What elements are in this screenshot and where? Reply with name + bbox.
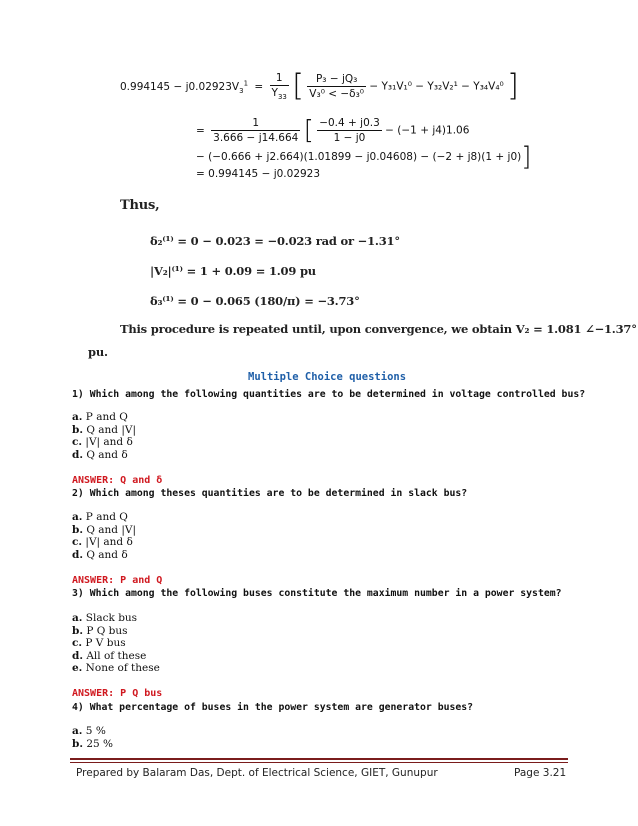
q4-option-a: a. 5 %	[72, 725, 106, 737]
equation-line-1: $0.994145 - j0.02923V_3^1$ = $\frac{1}{Y_{33}}$ [ $\frac{\text{P₃ − jQ₃}}{\text{V₃⁰ < −δ₃⁰}}$ − Y₃₁V₁⁰ − Y₃₂V₂¹ − Y₃₄V₄⁰ ]	[120, 68, 519, 104]
q3-option-c: c. P V bus	[72, 637, 126, 649]
q1-option-d: d. Q and δ	[72, 449, 128, 461]
q2-option-a: a. P and Q	[72, 511, 128, 523]
q3-answer: ANSWER: P Q bus	[72, 688, 163, 699]
q3-option-e: e. None of these	[72, 662, 160, 674]
q1-option-b: b. Q and |V|	[72, 424, 137, 436]
fraction-p3-q3: $\frac{\text{P₃ − jQ₃}}{\text{V₃⁰ < −δ₃⁰}}$	[309, 73, 365, 101]
procedure-unit: pu.	[88, 345, 108, 359]
equation-lhs: $0.994145 - j0.02923V_3^1$	[120, 79, 249, 95]
procedure-text: This procedure is repeated until, upon convergence, we obtain V₂ = 1.081 ∠−1.37°	[120, 322, 637, 336]
equation-line-4: = 0.994145 − j0.02923	[196, 168, 321, 180]
q2-option-b: b. Q and |V|	[72, 524, 137, 536]
q3-option-d: d. All of these	[72, 650, 147, 662]
footer-rule-thick	[70, 758, 568, 760]
footer-author: Prepared by Balaram Das, Dept. of Electrical Science, GIET, Gunupur	[76, 767, 438, 779]
question-1: 1) Which among the following quantities are to be determined in voltage controlled bus?	[72, 389, 586, 400]
delta3-result: δ₃⁽¹⁾ = 0 − 0.065 (180/π) = −3.73°	[150, 294, 360, 308]
equation-line-3: − (−0.666 + j2.664)(1.01899 − j0.04608) − (−2 + j8)(1 + j0)]	[196, 142, 532, 172]
q4-option-b: b. 25 %	[72, 738, 114, 750]
footer-rule-thin	[70, 762, 568, 763]
q1-option-a: a. P and Q	[72, 411, 128, 423]
equation-tail: − Y₃₁V₁⁰ − Y₃₂V₂¹ − Y₃₄V₄⁰	[369, 80, 504, 93]
fraction-one-over-y: $\frac{1}{3.666 - j14.664}$	[213, 117, 299, 144]
q2-option-c: c. |V| and δ	[72, 536, 133, 548]
q2-answer: ANSWER: P and Q	[72, 575, 163, 586]
q3-option-a: a. Slack bus	[72, 612, 138, 624]
delta2-result: δ₂⁽¹⁾ = 0 − 0.023 = −0.023 rad or −1.31°	[150, 234, 400, 248]
question-3: 3) Which among the following buses constitute the maximum number in a power system?	[72, 588, 562, 599]
footer-page-number: Page 3.21	[514, 767, 567, 779]
question-4: 4) What percentage of buses in the power system are generator buses?	[72, 702, 474, 713]
v2-result: |V₂|⁽¹⁾ = 1 + 0.09 = 1.09 pu	[150, 264, 316, 278]
q2-option-d: d. Q and δ	[72, 549, 128, 561]
q1-option-c: c. |V| and δ	[72, 436, 133, 448]
thus-label: Thus,	[120, 198, 160, 213]
equation-line-2: = $\frac{1}{3.666 - j14.664}$ [ $\frac{-0.4 + j0.3}{1 - j0}$ − (−1 + j4)1.06	[196, 115, 470, 146]
question-2: 2) Which among theses quantities are to be determined in slack bus?	[72, 488, 468, 499]
q1-answer: ANSWER: Q and δ	[72, 475, 163, 486]
q3-option-b: b. P Q bus	[72, 625, 128, 637]
fraction-one-over-y33: $\frac{1}{Y_{33}}$	[271, 72, 287, 102]
section-heading: Multiple Choice questions	[248, 371, 407, 383]
fraction-p-q: $\frac{-0.4 + j0.3}{1 - j0}$	[319, 117, 380, 144]
